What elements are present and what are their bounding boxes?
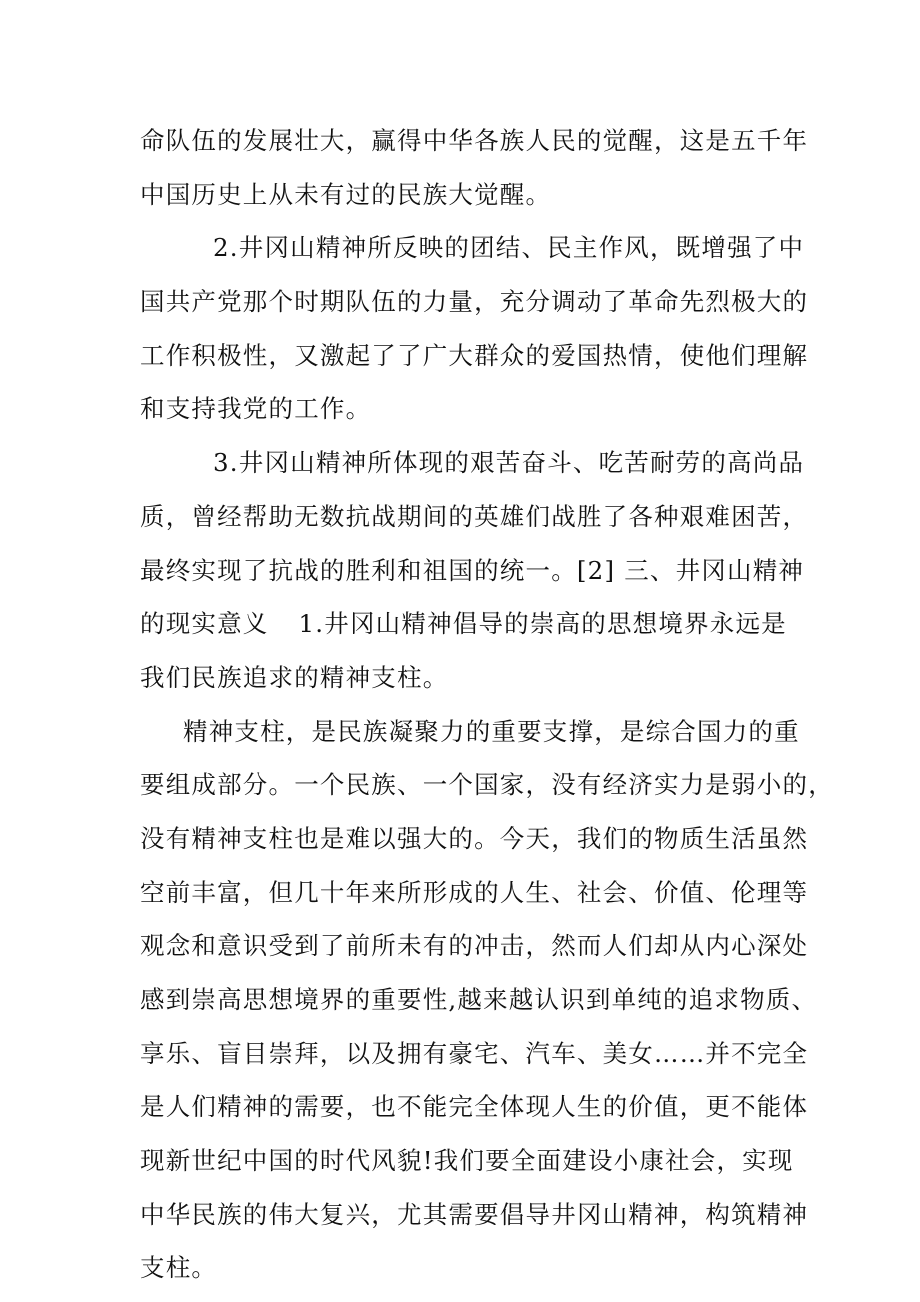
text-line: 精神支柱，是民族凝聚力的重要支撑，是综合国力的重: [183, 716, 800, 746]
text-line: 中国历史上从未有过的民族大觉醒。: [140, 179, 552, 209]
document-body: [140, 114, 834, 1295]
text-line-mixed: [140, 597, 787, 651]
text-line: 现新世纪中国的时代风貌!我们要全面建设小康社会，实现: [140, 1146, 794, 1176]
text-line: 中华民族的伟大复兴，尤其需要倡导井冈山精神，构筑精神: [140, 1199, 809, 1229]
text-line: 感到崇高思想境界的重要性,越来越认识到单纯的追求物质、: [140, 985, 818, 1014]
text-line: 最终实现了抗战的胜利和祖国的统一。[2] 三、井冈山精神: [140, 555, 805, 585]
text-line: 质，曾经帮助无数抗战期间的英雄们战胜了各种艰难困苦，: [140, 501, 809, 531]
text-line: 支柱。: [140, 1253, 218, 1283]
text-line: 和支持我党的工作。: [140, 394, 372, 424]
text-line: 3.井冈山精神所体现的艰苦奋斗、吃苦耐劳的高尚品: [213, 448, 805, 478]
text-line: 要组成部分。一个民族、一个国家，没有经济实力是弱小的，: [140, 770, 834, 800]
text-line: 命队伍的发展壮大，赢得中华各族人民的觉醒，这是五千年: [140, 126, 809, 155]
text-line: 空前丰富，但几十年来所形成的人生、社会、价值、伦理等: [140, 877, 809, 907]
text-line: 2.井冈山精神所反映的团结、民主作风，既增强了中: [213, 233, 805, 263]
text-line: 工作积极性，又激起了了广大群众的爱国热情，使他们理解: [140, 340, 809, 370]
section-subtitle: 的现实意义: [140, 609, 269, 639]
text-line: 我们民族追求的精神支柱。: [140, 662, 449, 692]
subsection-heading: 1.井冈山精神倡导的崇高的思想境界永远是: [298, 609, 787, 639]
text-line: 没有精神支柱也是难以强大的。今天，我们的物质生活虽然: [140, 823, 809, 853]
text-line: 观念和意识受到了前所未有的冲击，然而人们却从内心深处: [140, 931, 809, 961]
text-line: 享乐、盲目崇拜，以及拥有豪宅、汽车、美女……并不完全: [140, 1038, 809, 1068]
text-line: 是人们精神的需要，也不能完全体现人生的价值，更不能体: [140, 1092, 809, 1122]
text-line: 国共产党那个时期队伍的力量，充分调动了革命先烈极大的: [140, 287, 809, 317]
